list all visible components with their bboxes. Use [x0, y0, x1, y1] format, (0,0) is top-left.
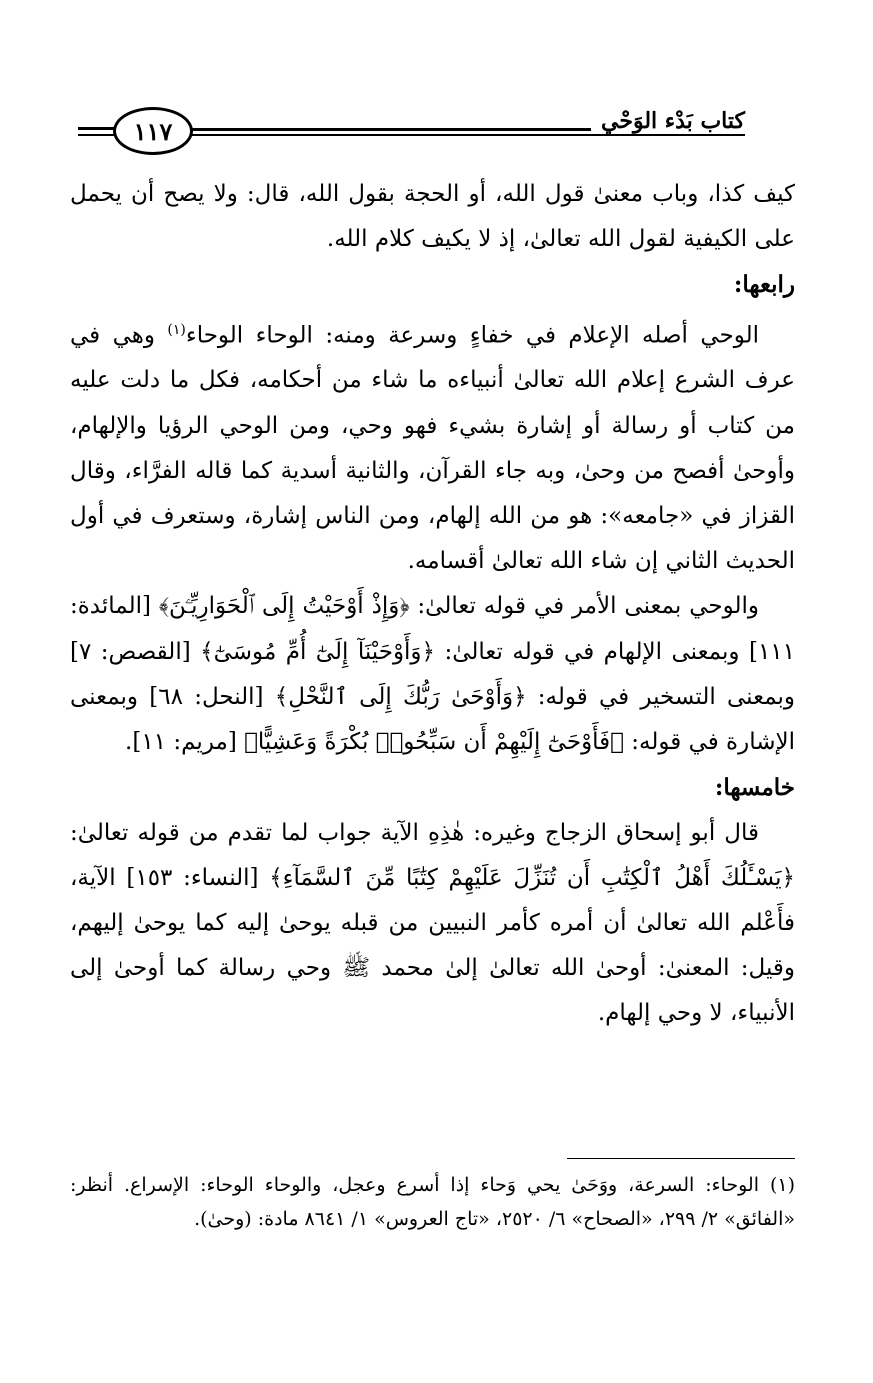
paragraph-2-part-b: وهي في عرف الشرع إعلام الله تعالىٰ أنبياءه ما شاء من أحكامه، فكل ما دلت عليه من كتاب أو رسالة أو إشارة بشيء فهو وحي، ومن الوحي الرؤيا والإلهام، وأوحىٰ أفصح من وحىٰ، وبه جاء القرآن، والثانية أسدية كما قاله الفرَّاء، وقال القزاز في «جامعه»: هو من الله إلهام، ومن الناس إشارة، وستعرف في أول الحديث الثاني إن شاء الله تعالىٰ أقسامه.: [70, 322, 795, 575]
footnote-marker: (١): [167, 321, 186, 338]
footnote-separator: [567, 1158, 795, 1159]
paragraph-4: قال أبو إسحاق الزجاج وغيره: هٰذِهِ الآية جواب لما تقدم من قوله تعالىٰ: ﴿يَسْـَٔلُكَ أَهْلُ ٱلْكِتَٰبِ أَن تُنَزِّلَ عَلَيْهِمْ كِتَٰبًا مِّنَ ٱلسَّمَآءِ﴾ [النساء: ١٥٣] الآية، فأَعْلم الله تعالىٰ أن أمره كأمر النبيين من قبله يوحىٰ إليه كما يوحىٰ إليهم، وقيل: المعنىٰ: أوحىٰ الله تعالىٰ إلىٰ محمد ﷺ وحي رسالة كما أوحىٰ إلى الأنبياء، لا وحي إلهام.: [70, 819, 795, 1027]
heading-rabiuha: رابعها:: [733, 271, 795, 299]
paragraph-1: كيف كذا، وباب معنىٰ قول الله، أو الحجة بقول الله، قال: ولا يصح أن يحمل على الكيفية لقول الله تعالىٰ، إذ لا يكيف كلام الله.: [70, 181, 795, 253]
main-text: [70, 172, 795, 1037]
footnotes: [70, 1168, 795, 1236]
paragraph-2: [70, 308, 795, 585]
header-rule-left-secondary: [78, 134, 118, 136]
page-number-text: ١١٧: [133, 116, 173, 146]
page-number: [113, 107, 193, 155]
running-title: كتاب بَدْء الوَحْي: [591, 108, 745, 134]
footnote-1: (١) الوحاء: السرعة، ووَحَىٰ يحي وَحاء إذا أسرع وعجل، والوحاء الوحاء: الإسراع. أنظر: «الفائق» ٢/ ٢٩٩، «الصحاح» ٦/ ٢٥٢٠، «تاج العروس» ١/ ٨٦٤١ مادة: (وحىٰ).: [70, 1174, 795, 1230]
heading-khamisuha: خامسها:: [714, 774, 795, 802]
header-rule-left: [78, 127, 118, 130]
paragraph-2-part-a: الوحي أصله الإعلام في خفاءٍ وسرعة ومنه: الوحاء الوحاء: [185, 322, 759, 349]
header-rule-secondary: [190, 134, 745, 136]
paragraph-3: والوحي بمعنى الأمر في قوله تعالىٰ: ﴿وَإِذْ أَوْحَيْتُ إِلَى ٱلْحَوَارِيِّـۧنَ﴾ [المائدة: ١١١] وبمعنى الإلهام في قوله تعالىٰ: ﴿وَأَوْحَيْنَآ إِلَىٰٓ أُمِّ مُوسَىٰٓ﴾ [القصص: ٧] وبمعنى التسخير في قوله: ﴿وَأَوْحَىٰ رَبُّكَ إِلَى ٱلنَّحْلِ﴾ [النحل: ٦٨] وبمعنى الإشارة في قوله: ﴿فَأَوْحَىٰٓ إِلَيْهِمْ أَن سَبِّحُوا۟ بُكْرَةً وَعَشِيًّا﴾ [مريم: ١١].: [70, 593, 796, 756]
